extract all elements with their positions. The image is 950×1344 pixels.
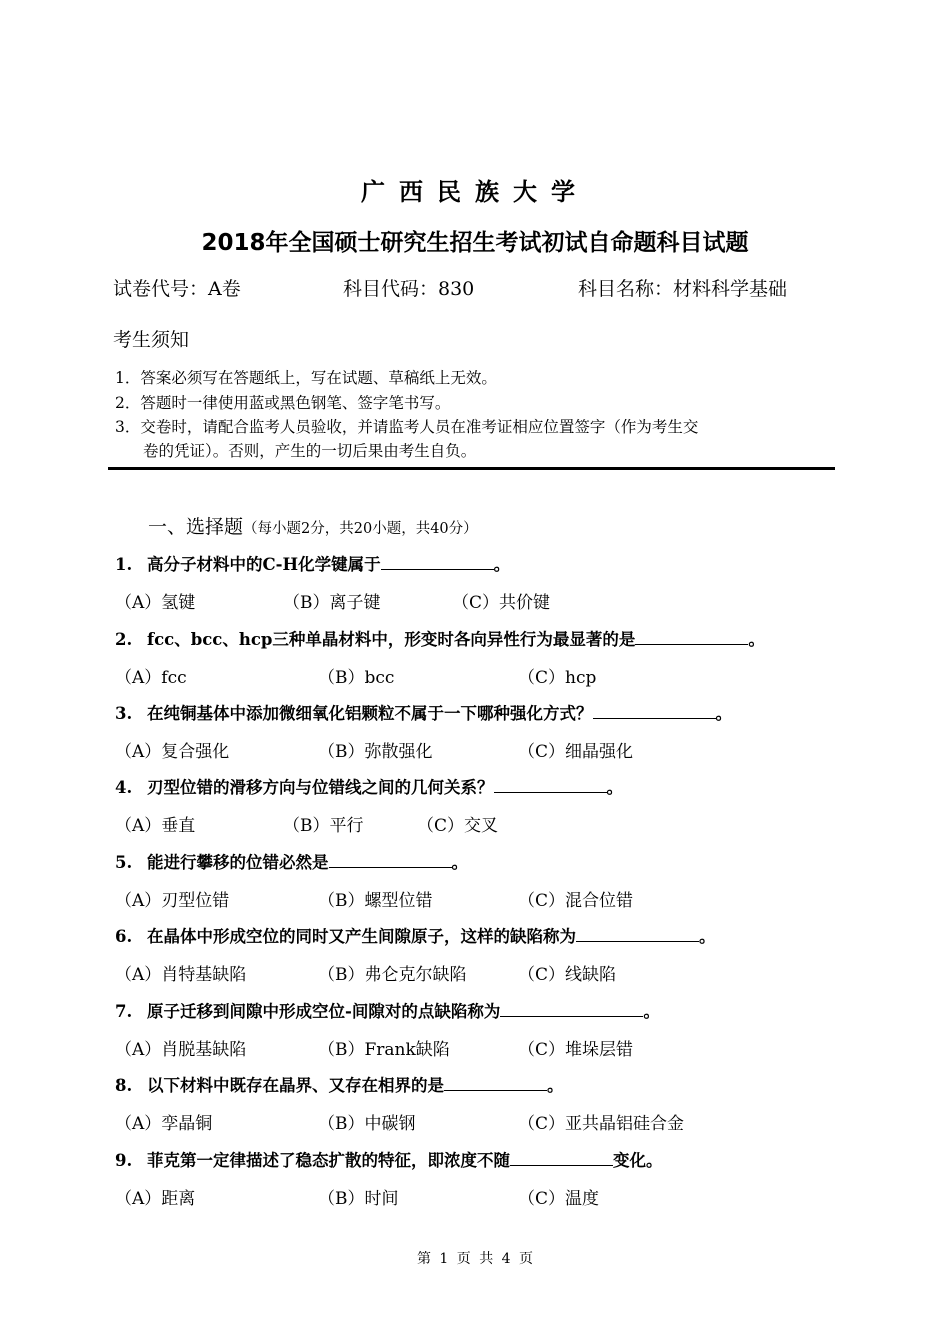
question-5	[115, 849, 468, 873]
section-header	[148, 512, 478, 539]
question-tail: 。	[715, 704, 732, 723]
option-b: （B）中碳钢	[318, 1114, 416, 1134]
question-number: 2.	[115, 630, 133, 649]
answer-blank	[444, 1076, 547, 1091]
question-number: 9.	[115, 1151, 133, 1170]
question-number: 6.	[115, 927, 133, 946]
answer-blank	[381, 555, 494, 570]
option-c: （C）堆垛层错	[518, 1040, 634, 1060]
subject-code: 科目代码：830	[343, 278, 475, 300]
question-number: 3.	[115, 704, 133, 723]
answer-blank	[510, 1151, 613, 1166]
option-c: （C）交叉	[417, 816, 499, 836]
option-a: （A）fcc	[115, 668, 187, 688]
question-text: 在晶体中形成空位的同时又产生间隙原子，这样的缺陷称为	[147, 927, 576, 946]
option-c: （C）亚共晶铝硅合金	[518, 1114, 685, 1134]
notice-title: 考生须知	[113, 329, 190, 351]
question-number: 4.	[115, 778, 133, 797]
option-c: （C）线缺陷	[518, 965, 617, 985]
answer-blank	[576, 927, 699, 942]
question-tail: 。	[699, 927, 716, 946]
question-7	[115, 998, 660, 1022]
page-number: 第 1 页 共 4 页	[416, 1251, 534, 1267]
option-a: （A）垂直	[115, 816, 196, 836]
section-title: 一、选择题	[148, 516, 244, 538]
question-9	[115, 1147, 663, 1171]
question-number: 5.	[115, 853, 133, 872]
question-3	[115, 700, 732, 724]
option-b: （B）离子键	[283, 593, 381, 613]
question-tail: 。	[451, 853, 468, 872]
option-a: （A）肖脱基缺陷	[115, 1040, 247, 1060]
option-c: （C）共价键	[452, 593, 551, 613]
notice-rule: 1．答案必须写在答题纸上，写在试题、草稿纸上无效。	[115, 369, 497, 387]
notice-rule: 卷的凭证）。否则，产生的一切后果由考生自负。	[143, 442, 477, 460]
option-a: （A）距离	[115, 1189, 196, 1209]
question-tail: 变化。	[613, 1151, 663, 1170]
question-text: 能进行攀移的位错必然是	[147, 853, 329, 872]
option-c: （C）混合位错	[518, 891, 634, 911]
question-tail: 。	[493, 555, 511, 574]
option-c: （C）温度	[518, 1189, 600, 1209]
question-1	[115, 551, 510, 575]
question-text: 刃型位错的滑移方向与位错线之间的几何关系？	[147, 778, 494, 797]
exam-title: 2018年全国硕士研究生招生考试初试自命题科目试题	[201, 230, 749, 256]
notice-rule: 3．交卷时，请配合监考人员验收，并请监考人员在准考证相应位置签字（作为考生交	[115, 418, 699, 436]
question-tail: 。	[643, 1002, 660, 1021]
question-tail: 。	[547, 1076, 564, 1095]
section-divider	[108, 467, 835, 470]
option-b: （B）弗仑克尔缺陷	[318, 965, 467, 985]
option-b: （B）Frank缺陷	[318, 1040, 450, 1060]
option-a: （A）孪晶铜	[115, 1114, 213, 1134]
question-8	[115, 1072, 564, 1096]
answer-blank	[494, 778, 607, 793]
option-b: （B）弥散强化	[318, 742, 433, 762]
paper-code: 试卷代号：A卷	[113, 278, 241, 300]
question-2	[115, 626, 765, 650]
option-b: （B）bcc	[318, 668, 395, 688]
answer-blank	[500, 1002, 643, 1017]
option-b: （B）时间	[318, 1189, 399, 1209]
question-text: fcc、bcc、hcp三种单晶材料中，形变时各向异性行为最显著的是	[147, 630, 636, 649]
option-a: （A）肖特基缺陷	[115, 965, 247, 985]
university-title: 广西民族大学	[361, 178, 589, 206]
option-a: （A）氢键	[115, 593, 196, 613]
option-b: （B）螺型位错	[318, 891, 433, 911]
question-6	[115, 923, 716, 947]
option-a: （A）刃型位错	[115, 891, 230, 911]
answer-blank	[593, 704, 716, 719]
question-text: 菲克第一定律描述了稳态扩散的特征，即浓度不随	[147, 1151, 510, 1170]
question-text: 原子迁移到间隙中形成空位-间隙对的点缺陷称为	[147, 1002, 501, 1021]
question-tail: 。	[606, 778, 623, 797]
question-number: 1.	[115, 555, 133, 574]
option-c: （C）细晶强化	[518, 742, 634, 762]
question-text: 高分子材料中的C-H化学键属于	[147, 555, 381, 574]
question-text: 在纯铜基体中添加微细氧化铝颗粒不属于一下哪种强化方式？	[147, 704, 593, 723]
question-4	[115, 774, 623, 798]
section-note: （每小题2分，共20小题，共40分）	[243, 521, 478, 537]
question-number: 7.	[115, 1002, 133, 1021]
subject-name: 科目名称：材料科学基础	[578, 278, 788, 300]
option-a: （A）复合强化	[115, 742, 230, 762]
answer-blank	[329, 853, 452, 868]
question-number: 8.	[115, 1076, 133, 1095]
notice-rule: 2．答题时一律使用蓝或黑色钢笔、签字笔书写。	[115, 394, 451, 412]
question-text: 以下材料中既存在晶界、又存在相界的是	[147, 1076, 444, 1095]
option-b: （B）平行	[283, 816, 364, 836]
answer-blank	[635, 630, 748, 645]
option-c: （C）hcp	[518, 668, 597, 688]
question-tail: 。	[748, 630, 765, 649]
